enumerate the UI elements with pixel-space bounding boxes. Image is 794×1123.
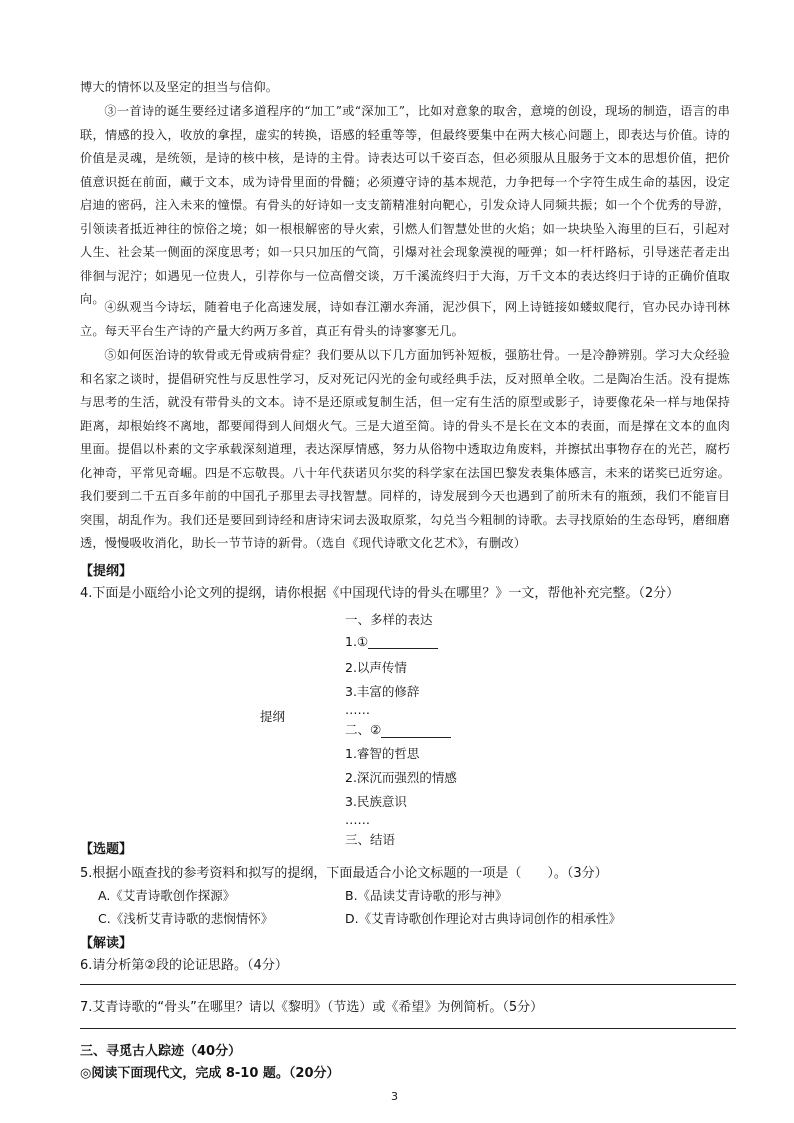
question-6: 6.请分析第②段的论证思路。（4分） xyxy=(80,958,288,973)
interpret-heading: 【解读】 xyxy=(80,936,133,951)
article-paragraph-4: ④纵观当今诗坛，随着电子化高速发展，诗如春江潮水奔涌，泥沙俱下，网上诗链接如蝼蚁爬行，官办民办诗刊林立。每天平台生产诗的产量大约两万多首，真正有骨头的诗寥寥无几。 xyxy=(80,300,730,338)
section-three-heading: 三、寻觅古人踪迹（40分） xyxy=(80,1044,242,1059)
answer-line-6[interactable] xyxy=(80,984,736,985)
question-7: 7.艾青诗歌的“骨头”在哪里？请以《黎明》（节选）或《希望》为例简析。（5分） xyxy=(80,1000,544,1015)
option-a[interactable]: A.《艾青诗歌创作探源》 xyxy=(98,888,236,903)
outline-item-8: 3.民族意识 xyxy=(345,794,407,809)
outline-item-2: 1.① xyxy=(345,634,438,649)
outline-label: 提纲 xyxy=(260,709,286,724)
article-paragraph-3: ③一首诗的诞生要经过诸多道程序的“加工”或“深加工”，比如对意象的取舍，意境的创设，现场的制造，语言的串联，情感的投入，收放的拿捏，虚实的转换，语感的轻重等等，但最终要集中在两大核心问题上，即表达与价值。诗的价值是灵魂，是统领，是诗的核中核，是诗的主骨。诗表达可以千姿百态，但必须服从且服务于文本的思想价值，把价值意识挺在前面，藏于文本，成为诗骨里面的骨髓；必须遵守诗的基本规范，力争把每一个字符生成生命的基因，设定启迪的密码，注入未来的憧憬。有骨头的好诗如一支支箭精准射向靶心，引发众诗人同频共振；如一个个优秀的导游，引领读者抵近神往的惊俗之境；如一根根解密的导火索，引燃人们智慧处世的火焰；如一块块坠入海里的巨石，引起对人生、社会某一侧面的深度思考；如一只只加压的气筒，引爆对社会现象漠视的哑弹；如一杆杆路标，引导迷茫者走出徘徊与泥泞；如遇见一位贵人，引荐你与一位高僧交谈，万千溪流终归于大海，万千文本的表达终归于诗的正确价值取向。 xyxy=(80,104,730,306)
outline-item-1: 一、多样的表达 xyxy=(345,612,433,627)
question-4: 4.下面是小瓯给小论文列的提纲，请你根据《中国现代诗的骨头在哪里？》一文，帮他补充完整。（2分） xyxy=(80,586,680,601)
outline-item-3: 2.以声传情 xyxy=(345,660,407,675)
outline-ellipsis-1: …… xyxy=(345,702,370,717)
option-d[interactable]: D.《艾青诗歌创作理论对古典诗词创作的相承性》 xyxy=(345,911,622,926)
section-three-instruction: ◎阅读下面现代文，完成 8-10 题。（20分） xyxy=(80,1066,340,1081)
question-5: 5.根据小瓯查找的参考资料和拟写的提纲，下面最适合小论文标题的一项是（ ）。（3分） xyxy=(80,866,608,881)
outline-item-6: 1.睿智的哲思 xyxy=(345,746,420,761)
outline-item-4: 3.丰富的修辞 xyxy=(345,684,420,699)
topic-heading: 【选题】 xyxy=(80,842,133,857)
outline-ellipsis-2: …… xyxy=(345,812,370,827)
page-number: 3 xyxy=(391,1090,398,1103)
outline-item-5: 二、② xyxy=(345,720,451,738)
option-b[interactable]: B.《品读艾青诗歌的形与神》 xyxy=(345,888,508,903)
outline-item-9: 三、结语 xyxy=(345,832,396,847)
answer-blank-2[interactable] xyxy=(381,723,451,738)
answer-line-7[interactable] xyxy=(80,1028,736,1029)
option-c[interactable]: C.《浅析艾青诗歌的悲悯情怀》 xyxy=(98,911,274,926)
outline-item-7: 2.深沉而强烈的情感 xyxy=(345,770,457,785)
answer-blank-1[interactable] xyxy=(368,634,438,649)
outline-heading: 【提纲】 xyxy=(80,564,133,579)
article-paragraph-5: ⑤如何医治诗的软骨或无骨或病骨症？我们要从以下几方面加钙补短板，强筋壮骨。一是冷静辨别。学习大众经验和名家之谈时，提倡研究性与反思性学习，反对死记闪光的金句或经典手法，反对照单全收。二是陶冶生活。没有提炼与思考的生活，就没有带骨头的文本。诗不是还原或复制生活，但一定有生活的原型或影子，诗要像花朵一样与地保持距离，却根始终不离地，都要闻得到人间烟火气。三是大道至简。诗的骨头不是长在文本的表面，而是撑在文本的血肉里面。提倡以朴素的文字承载深刻道理，表达深厚情感，努力从俗物中透取边角废料，并擦拭出事物存在的光芒，腐朽化神奇，平常见奇崛。四是不忘敬畏。八十年代获诺贝尔奖的科学家在法国巴黎发表集体感言，未来的诺奖已近穷途。我们要到二千五百多年前的中国孔子那里去寻找智慧。同样的，诗发展到今天也遇到了前所未有的瓶颈，我们不能盲目突围，胡乱作为。我们还是要回到诗经和唐诗宋词去汲取原浆，勾兑当今粗制的诗歌。去寻找原始的生态母钙，磨细磨透，慢慢吸收消化，助长一节节诗的新骨。（选自《现代诗歌文化艺术》，有删改） xyxy=(80,348,730,550)
article-paragraph-intro: 博大的情怀以及坚定的担当与信仰。 xyxy=(80,80,279,94)
